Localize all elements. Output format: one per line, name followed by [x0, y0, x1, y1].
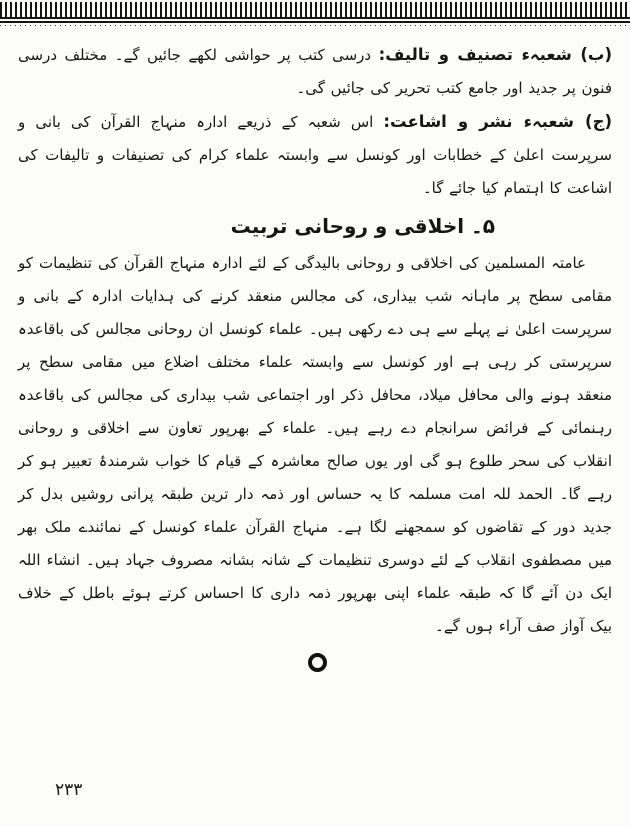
- decorative-top-border: [0, 2, 630, 26]
- paragraph-section-b-lead: (ب) شعبہء تصنیف و تالیف:: [378, 45, 613, 64]
- paragraph-section-j: [18, 105, 612, 205]
- paragraph-section-b: [18, 38, 612, 105]
- section-heading: ۵۔ اخلاقی و روحانی تربیت: [230, 214, 495, 238]
- paragraph-section-j-lead: (ج) شعبہء نشر و اشاعت:: [383, 112, 613, 131]
- paragraph-main-body: عامتہ المسلمین کی اخلاقی و روحانی بالیدگی کے لئے ادارہ منہاج القرآن کی تنظیمات کو مقامی سطح پر ماہانہ شب بیداری، کی مجالس منعقد کرنے کی ہدایات ادارہ کے بانی و سرپرست اعلیٰ نے پہلے سے ہی دے رکھی ہیں۔ علماء کونسل ان روحانی مجالس کی باقاعدہ سرپرستی کر رہی ہے اور کونسل سے وابستہ علماء مختلف اضلاع میں مقامی سطح پر منعقد ہونے والی محافل میلاد، محافل ذکر اور اجتماعی شب بیداری کی مجالس کی باقاعدہ رہنمائی کے فرائض سرانجام دے رہے ہیں۔ علماء کے بھرپور تعاون سے اخلاقی و روحانی انقلاب کی سحر طلوع ہو گی اور یوں صالح معاشرہ کے قیام کا خواب شرمندۂ تعبیر ہو کر رہے گا۔ الحمد للہ امت مسلمہ کا یہ حساس اور ذمہ دار ترین طبقہ پرانی روشیں بدل کر جدید دور کے تقاضوں کو سمجھنے لگا ہے۔ منہاج القرآن علماء کونسل کے نمائندے ملک بھر میں مصطفوی انقلاب کے لئے دوسری تنظیمات کے شانہ بشانہ مصروف جہاد ہیں۔ انشاء اللہ ایک دن آئے گا کہ طبقہ علماء اپنی بھرپور ذمہ داری کا احساس کرتے ہوئے باطل کے خلاف بیک آواز صف آراء ہوں گے۔: [18, 254, 612, 635]
- section-end-circle-icon: [308, 653, 327, 672]
- paragraph-section-j-text: اس شعبہ کے ذریعے ادارہ منہاج القرآن کی بانی و سرپرست اعلیٰ کے خطابات اور کونسل سے وابستہ علماء کرام کی تصنیفات و تالیفات کی اشاعت کا اہتمام کیا جائے گا۔: [18, 113, 612, 197]
- page-content: [18, 38, 612, 672]
- page-number: ۲۳۳: [55, 780, 83, 800]
- paragraph-section-b-text: درسی کتب پر حواشی لکھے جائیں گے۔ مختلف درسی فنون پر جدید اور جامع کتب تحریر کی جائیں گی۔: [18, 46, 612, 97]
